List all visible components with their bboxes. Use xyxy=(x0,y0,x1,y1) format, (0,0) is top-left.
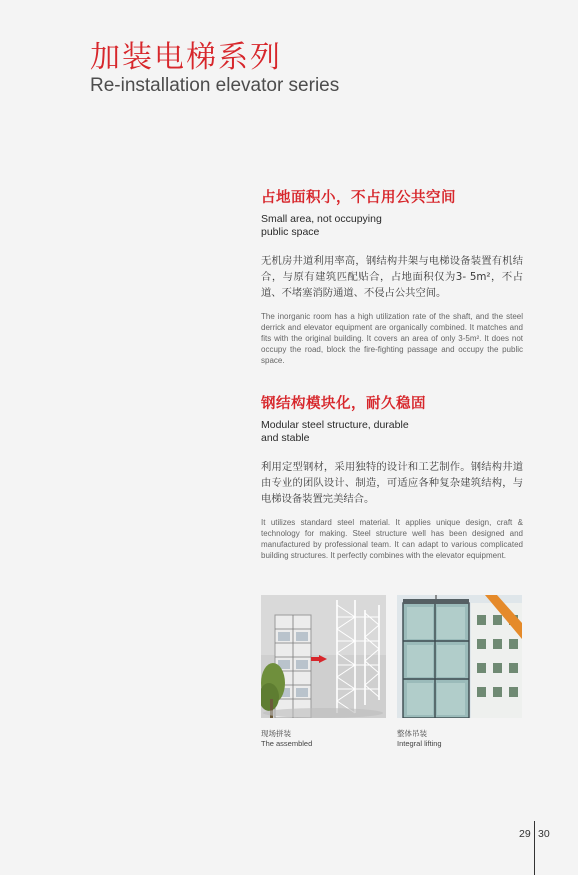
caption-cn: 整体吊装 xyxy=(397,729,427,738)
section-body-en: The inorganic room has a high utilization rate of the shaft, and the steel derrick and elevator equipment are organically combined. It matches and fits with the original building. It covers an area of only 3-5m². It does not occupy the road, block the fire-fighting passage and occupy the public space. xyxy=(261,312,523,365)
assembled-caption xyxy=(261,729,312,749)
integral-lifting-caption xyxy=(397,729,442,749)
caption-cn: 现场拼装 xyxy=(261,729,291,738)
assembled-photo xyxy=(261,595,386,718)
section-heading-cn: 占地面积小，不占用公共空间 xyxy=(261,190,456,206)
page-divider xyxy=(534,821,535,875)
section-heading-en: Small area, not occupying public space xyxy=(261,213,382,238)
section-body-cn: 无机房井道利用率高，钢结构井架与电梯设备装置有机结合，与原有建筑匹配贴合，占地面积仅为3- 5m²，不占道、不堵塞消防通道、不侵占公共空间。 xyxy=(261,255,523,299)
feature-section-area xyxy=(261,186,523,366)
section-body-en: It utilizes standard steel material. It applies unique design, craft & technology for making. Steel structure well has been designed and manufactured by professional team. It can adapt to various complicated building structures. It perfectly combines with the elevator equipment. xyxy=(261,518,523,560)
page-number-left: 29 xyxy=(519,828,531,840)
caption-en: Integral lifting xyxy=(397,739,442,748)
caption-en: The assembled xyxy=(261,739,313,748)
section-body-cn: 利用定型钢材，采用独特的设计和工艺制作。钢结构井道由专业的团队设计、制造，可适应各种复杂建筑结构，与电梯设备装置完美结合。 xyxy=(261,461,523,505)
section-heading-en: Modular steel structure, durable and stable xyxy=(261,419,409,444)
integral-lifting-photo xyxy=(397,595,522,718)
section-heading-cn: 钢结构模块化，耐久稳固 xyxy=(261,396,426,412)
page-number-right: 30 xyxy=(538,828,550,840)
page-title-en: Re-installation elevator series xyxy=(90,75,340,96)
page-title-cn: 加装电梯系列 xyxy=(90,40,282,75)
feature-section-steel xyxy=(261,392,523,561)
